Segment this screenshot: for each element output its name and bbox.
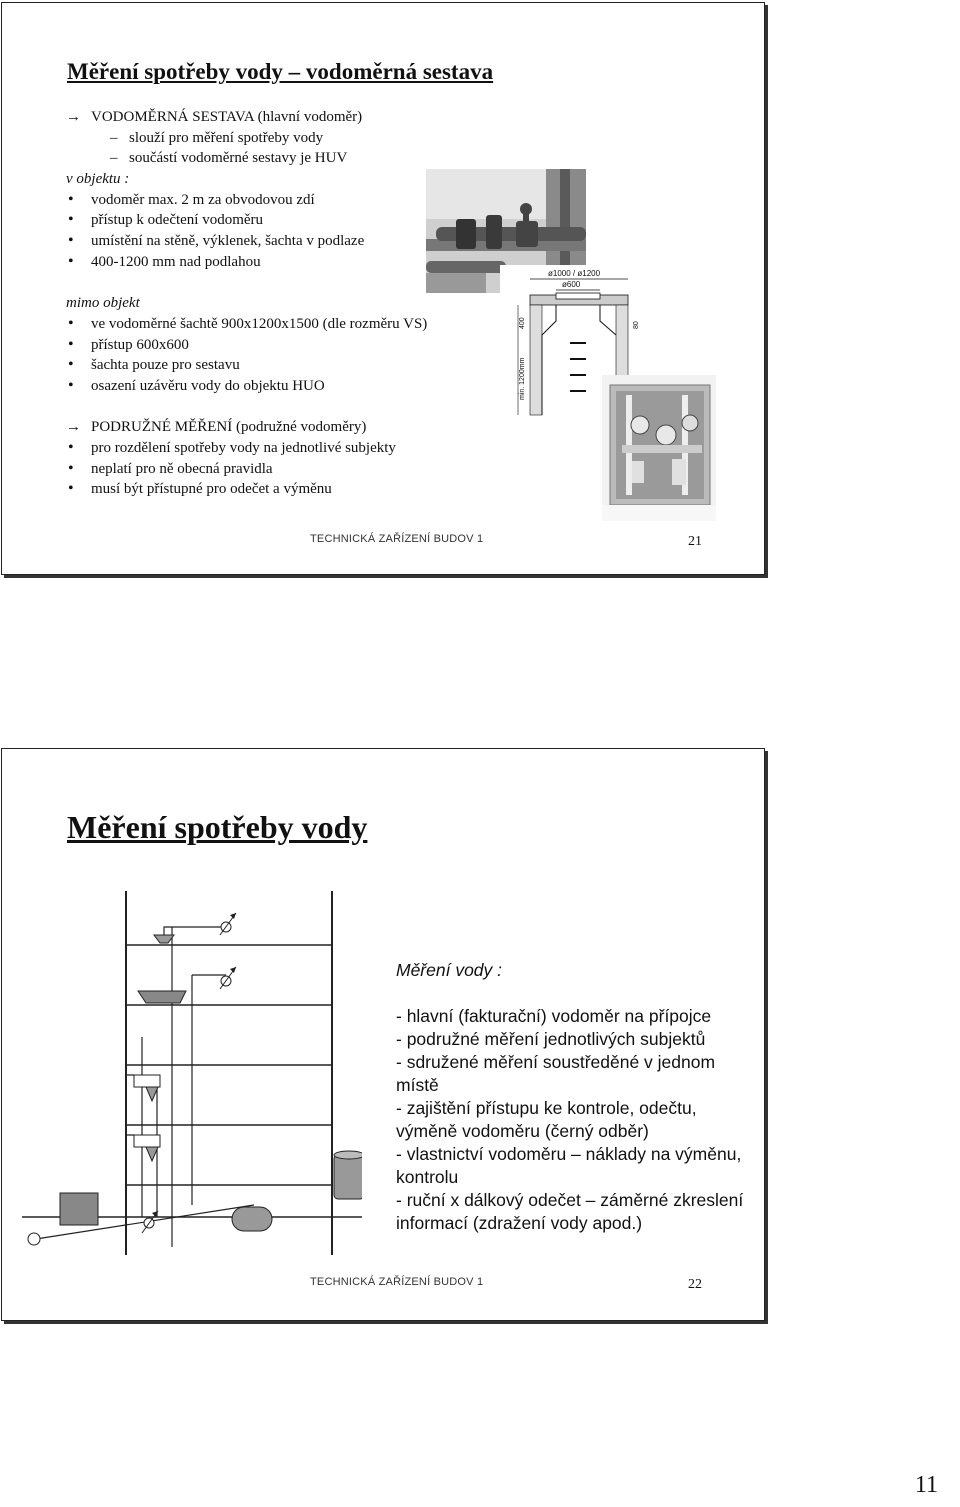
list-item	[66, 252, 427, 273]
measurement-item: - zajištění přístupu ke kontrole, odečtu, výměně vodoměru (černý odběr)	[396, 1098, 697, 1141]
list-item-text: mimo objekt	[66, 295, 140, 312]
list-item-text: šachta pouze pro sestavu	[91, 357, 240, 374]
list-item-text: PODRUŽNÉ MĚŘENÍ (podružné vodoměry)	[91, 419, 367, 436]
list-item-text: ve vodoměrné šachtě 900x1200x1500 (dle rozměru VS)	[91, 315, 428, 332]
page-number: 11	[914, 1472, 938, 1498]
measurement-item: - vlastnictví vodoměru – náklady na výměnu, kontrolu	[396, 1144, 742, 1187]
shaft-label-depth: 400	[519, 317, 526, 329]
list-item-text: osazení uzávěru vody do objektu HUO	[91, 377, 325, 394]
list-item	[66, 210, 427, 231]
list-item	[66, 335, 427, 356]
list-item	[66, 417, 427, 438]
measurement-item: - podružné měření jednotlivých subjektů	[396, 1029, 706, 1049]
list-item-text: vodoměr max. 2 m za obvodovou zdí	[91, 191, 315, 208]
meter-niche-photo	[602, 375, 716, 521]
bullet-icon: •	[68, 480, 74, 498]
bullet-icon: •	[68, 356, 74, 374]
list-item	[66, 479, 427, 500]
list-item	[66, 459, 427, 480]
list-item-text: přístup k odečtení vodoměru	[91, 212, 264, 229]
shaft-label-inner: ø600	[562, 280, 581, 289]
list-item-text: pro rozdělení spotřeby vody na jednotlivé subjekty	[91, 440, 396, 456]
list-item	[66, 231, 427, 252]
list-item	[66, 148, 427, 169]
slide-title: Měření spotřeby vody	[67, 809, 368, 845]
shaft-label-height: min. 1200mm	[519, 357, 526, 400]
bullet-list	[66, 107, 427, 500]
bullet-icon: •	[68, 211, 74, 229]
slide-21	[1, 2, 765, 575]
slide-title: Měření spotřeby vody – vodoměrná sestava	[67, 59, 494, 84]
list-item	[66, 169, 427, 190]
bullet-icon: •	[68, 252, 74, 270]
arrow-right-icon: →	[66, 109, 81, 125]
dash-marker: –	[110, 129, 118, 146]
bullet-icon: •	[68, 439, 74, 456]
bullet-icon: •	[68, 335, 74, 353]
shaft-label-side: 80	[633, 321, 640, 329]
bullet-icon: •	[68, 314, 74, 332]
bullet-icon: •	[68, 190, 74, 208]
list-item	[66, 273, 427, 294]
list-item-text: VODOMĚRNÁ SESTAVA (hlavní vodoměr)	[91, 109, 363, 125]
bullet-icon: •	[68, 376, 74, 394]
arrow-right-icon: →	[66, 419, 81, 436]
slide-number: 22	[688, 1277, 702, 1292]
list-item	[66, 293, 427, 314]
footer-text: TECHNICKÁ ZAŘÍZENÍ BUDOV 1	[310, 533, 484, 545]
list-item-text: v objektu :	[66, 171, 130, 188]
bullet-icon: •	[68, 459, 74, 477]
measurement-item: - ruční x dálkový odečet – záměrné zkreslení informací (zdražení vody apod.)	[396, 1190, 744, 1233]
measurement-heading: Měření vody :	[396, 960, 503, 980]
list-item-text: slouží pro měření spotřeby vody	[129, 129, 324, 146]
list-item	[66, 376, 427, 397]
slide-22	[1, 748, 765, 1321]
bullet-icon: •	[68, 232, 74, 250]
list-item-text: 400-1200 mm nad podlahou	[91, 253, 261, 270]
slide-number: 21	[688, 534, 702, 549]
measurement-list	[396, 959, 746, 1235]
list-item	[66, 314, 427, 335]
list-item-text: umístění na stěně, výklenek, šachta v podlaze	[91, 233, 365, 250]
list-item-text: součástí vodoměrné sestavy je HUV	[129, 150, 348, 167]
list-item	[66, 128, 427, 149]
dash-marker: –	[110, 150, 118, 167]
measurement-item: - hlavní (fakturační) vodoměr na přípojce	[396, 1006, 712, 1026]
list-item	[66, 107, 427, 128]
water-metering-diagram	[22, 887, 362, 1255]
list-item-text: přístup 600x600	[91, 336, 189, 353]
list-item-text: musí být přístupné pro odečet a výměnu	[91, 481, 332, 498]
list-item	[66, 190, 427, 211]
list-item-text: neplatí pro ně obecná pravidla	[91, 460, 273, 477]
shaft-label-top: ø1000 / ø1200	[548, 269, 601, 278]
list-item	[66, 438, 427, 459]
footer-text: TECHNICKÁ ZAŘÍZENÍ BUDOV 1	[310, 1276, 484, 1288]
measurement-item: - sdružené měření soustředěné v jednom místě	[396, 1052, 716, 1095]
list-item	[66, 397, 427, 418]
list-item	[66, 355, 427, 376]
